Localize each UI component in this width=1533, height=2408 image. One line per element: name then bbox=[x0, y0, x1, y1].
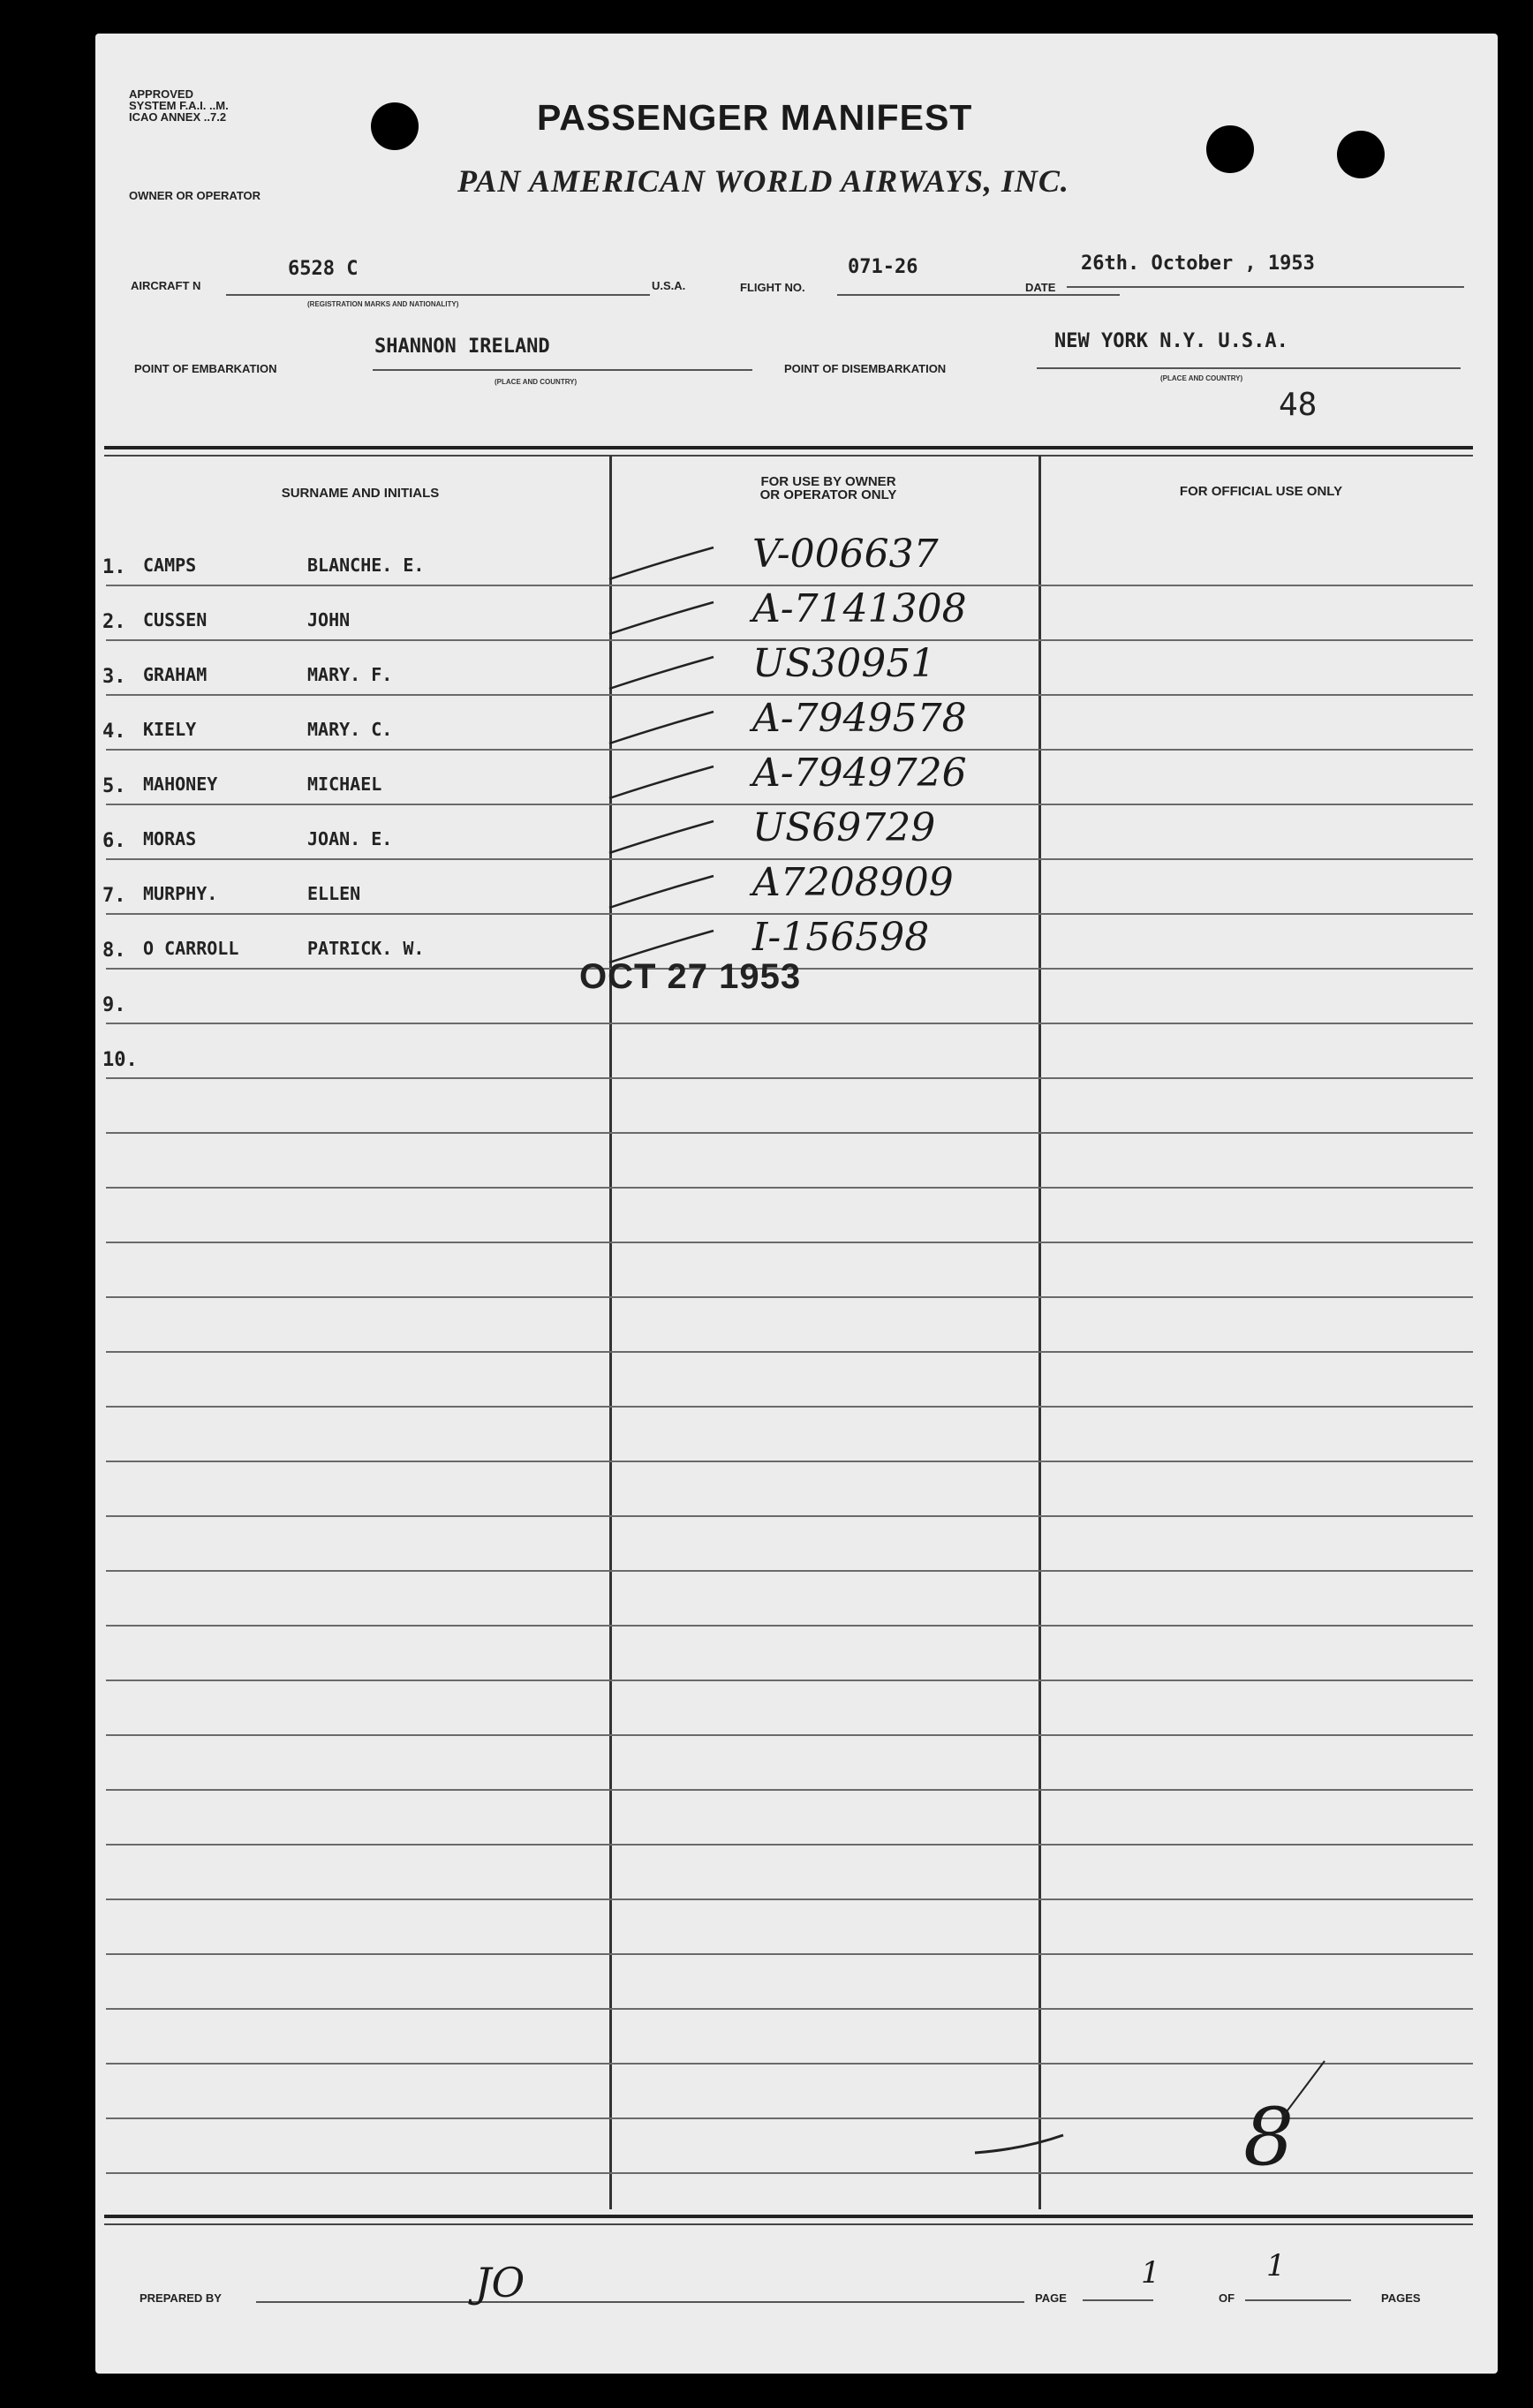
punch-hole bbox=[371, 102, 419, 150]
row-line bbox=[106, 2063, 1473, 2065]
passenger-initials: MARY. F. bbox=[307, 664, 393, 685]
check-mark bbox=[604, 599, 719, 643]
row-number: 9. bbox=[102, 994, 126, 1016]
document-number: A-7141308 bbox=[752, 586, 967, 631]
owner-label: OWNER OR OPERATOR bbox=[129, 189, 261, 202]
document-number: I-156598 bbox=[752, 915, 930, 960]
document-number: A-7949726 bbox=[752, 751, 967, 796]
row-line bbox=[106, 1023, 1473, 1024]
row-number: 3. bbox=[102, 666, 126, 688]
passenger-surname: O CARROLL bbox=[143, 938, 239, 959]
tick-mark bbox=[1279, 2056, 1332, 2126]
row-line bbox=[106, 1844, 1473, 1846]
passenger-initials: MICHAEL bbox=[307, 774, 382, 795]
place-caption: (PLACE AND COUNTRY) bbox=[1160, 374, 1243, 382]
prepared-by-label: PREPARED BY bbox=[140, 2291, 222, 2305]
pages-underline bbox=[1245, 2299, 1351, 2301]
passenger-surname: GRAHAM bbox=[143, 664, 208, 685]
footer-rule bbox=[104, 2215, 1473, 2218]
row-line bbox=[106, 1789, 1473, 1791]
row-line bbox=[106, 2008, 1473, 2010]
place-caption: (PLACE AND COUNTRY) bbox=[495, 378, 578, 386]
embarkation-underline bbox=[373, 369, 752, 371]
column-header-surname: SURNAME AND INITIALS bbox=[281, 486, 440, 501]
passenger-surname: MAHONEY bbox=[143, 774, 218, 795]
embarkation-label: POINT OF EMBARKATION bbox=[134, 362, 277, 375]
prepared-by-underline bbox=[256, 2301, 1024, 2303]
document-number: A-7949578 bbox=[752, 696, 967, 741]
check-mark bbox=[604, 763, 719, 807]
column-header-owner-use: FOR USE BY OWNER OR OPERATOR ONLY bbox=[759, 474, 897, 502]
dash-mark bbox=[970, 2126, 1076, 2162]
check-mark bbox=[604, 544, 719, 588]
document-number: A7208909 bbox=[752, 860, 954, 905]
registration-caption: (REGISTRATION MARKS AND NATIONALITY) bbox=[307, 300, 459, 308]
row-line bbox=[106, 1570, 1473, 1572]
check-mark bbox=[604, 708, 719, 752]
row-number: 2. bbox=[102, 611, 126, 633]
row-line bbox=[106, 1242, 1473, 1243]
date-underline bbox=[1067, 286, 1464, 288]
passenger-surname: CUSSEN bbox=[143, 609, 208, 630]
date-label: DATE bbox=[1025, 281, 1056, 294]
row-line bbox=[106, 1898, 1473, 1900]
passenger-initials: MARY. C. bbox=[307, 719, 393, 740]
date-stamp: OCT 27 1953 bbox=[579, 957, 802, 996]
passenger-surname: KIELY bbox=[143, 719, 197, 740]
punch-hole bbox=[1206, 125, 1254, 173]
row-number: 7. bbox=[102, 885, 126, 907]
row-line bbox=[106, 1406, 1473, 1408]
check-mark bbox=[604, 872, 719, 917]
disembarkation-underline bbox=[1037, 367, 1461, 369]
footer-rule-2 bbox=[104, 2223, 1473, 2225]
row-number: 4. bbox=[102, 721, 126, 743]
row-number: 5. bbox=[102, 775, 126, 797]
flight-label: FLIGHT NO. bbox=[740, 281, 805, 294]
row-line bbox=[106, 1953, 1473, 1955]
number-note: 48 bbox=[1279, 387, 1318, 423]
row-line bbox=[106, 1296, 1473, 1298]
handwritten-total: 8 bbox=[1243, 2091, 1295, 2184]
table-top-rule bbox=[104, 446, 1473, 449]
usa-label: U.S.A. bbox=[652, 279, 686, 292]
page-underline bbox=[1083, 2299, 1153, 2301]
flight-underline bbox=[837, 294, 1120, 296]
row-line bbox=[106, 1461, 1473, 1462]
table-top-rule-2 bbox=[104, 455, 1473, 457]
aircraft-label: AIRCRAFT N bbox=[131, 279, 201, 292]
passenger-surname: MORAS bbox=[143, 828, 197, 849]
passenger-surname: MURPHY. bbox=[143, 883, 218, 904]
passenger-surname: CAMPS bbox=[143, 555, 197, 576]
page-title: PASSENGER MANIFEST bbox=[537, 97, 973, 138]
passenger-initials: JOAN. E. bbox=[307, 828, 393, 849]
document-number: US69729 bbox=[752, 805, 936, 850]
row-line bbox=[106, 1077, 1473, 1079]
embarkation-place: SHANNON IRELAND bbox=[374, 336, 550, 358]
row-line bbox=[106, 1187, 1473, 1189]
flight-date: 26th. October , 1953 bbox=[1081, 253, 1315, 275]
row-number: 8. bbox=[102, 940, 126, 962]
page-label: PAGE bbox=[1035, 2291, 1067, 2305]
check-mark bbox=[604, 818, 719, 862]
passenger-initials: JOHN bbox=[307, 609, 351, 630]
row-line bbox=[106, 1680, 1473, 1681]
operator-name: PAN AMERICAN WORLD AIRWAYS, INC. bbox=[457, 163, 1069, 199]
row-line bbox=[106, 1625, 1473, 1627]
passenger-initials: ELLEN bbox=[307, 883, 361, 904]
disembarkation-place: NEW YORK N.Y. U.S.A. bbox=[1054, 330, 1288, 352]
punch-hole bbox=[1337, 131, 1385, 178]
row-number: 10. bbox=[102, 1049, 138, 1071]
aircraft-number: 6528 C bbox=[288, 258, 359, 280]
column-divider-official bbox=[1038, 456, 1041, 2209]
document-number: US30951 bbox=[752, 641, 936, 686]
manifest-sheet bbox=[95, 34, 1498, 2374]
pages-total: 1 bbox=[1266, 2248, 1286, 2283]
row-line bbox=[106, 1515, 1473, 1517]
row-number: 6. bbox=[102, 830, 126, 852]
check-mark bbox=[604, 653, 719, 698]
approval-note: APPROVED SYSTEM F.A.I. ..M. ICAO ANNEX ..7.2 bbox=[129, 87, 229, 124]
row-line bbox=[106, 1351, 1473, 1353]
row-number: 1. bbox=[102, 556, 126, 578]
pages-label: PAGES bbox=[1381, 2291, 1421, 2305]
prepared-by-initials: JO bbox=[475, 2259, 525, 2306]
document-number: V-006637 bbox=[752, 532, 939, 577]
column-header-official-use: FOR OFFICIAL USE ONLY bbox=[1179, 484, 1343, 499]
row-line bbox=[106, 1132, 1473, 1134]
of-label: OF bbox=[1219, 2291, 1235, 2305]
passenger-initials: PATRICK. W. bbox=[307, 938, 425, 959]
disembarkation-label: POINT OF DISEMBARKATION bbox=[784, 362, 947, 375]
page-number: 1 bbox=[1141, 2255, 1160, 2291]
passenger-initials: BLANCHE. E. bbox=[307, 555, 425, 576]
aircraft-underline bbox=[226, 294, 650, 296]
flight-number: 071-26 bbox=[848, 256, 918, 278]
row-line bbox=[106, 1734, 1473, 1736]
